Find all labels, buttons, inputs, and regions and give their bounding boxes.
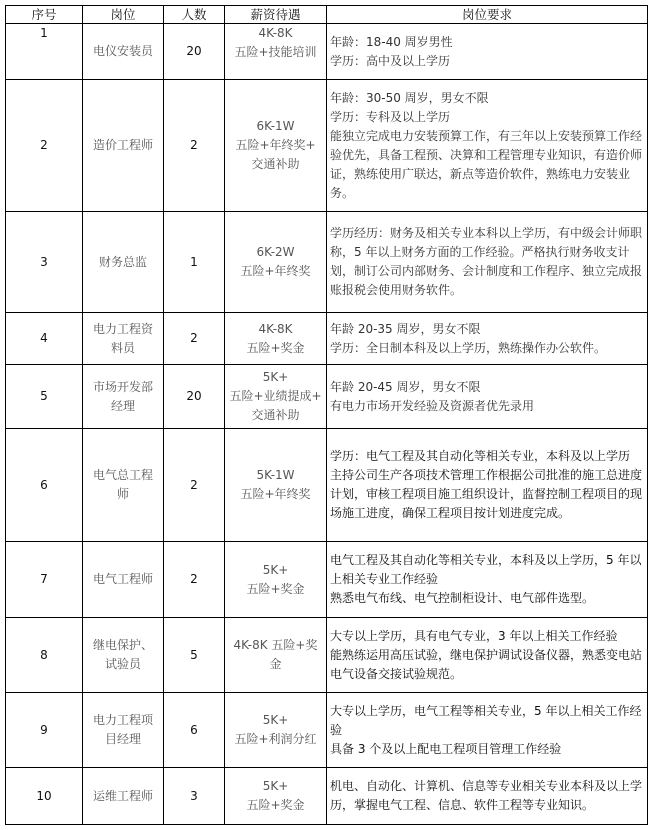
salary-line: 6K-1W	[256, 119, 295, 133]
cell-salary	[225, 365, 327, 429]
salary-line: 4K-8K	[258, 321, 293, 336]
salary-line: 五险+业绩提成+	[229, 389, 322, 403]
requirement-line: 主持公司生产各项技术管理工作根据公司批准的施工总进度计划，审核工程项目施工组织设计，监督控制工程项目的现场施工进度，确保工程项目按计划进度完成。	[330, 468, 643, 520]
cell-count: 20	[164, 24, 225, 80]
salary-line: 4K-8K 五险+奖金	[233, 638, 318, 671]
table-row	[6, 24, 648, 80]
header-position: 岗位	[83, 6, 164, 24]
cell-position: 电气工程师	[83, 542, 164, 618]
cell-count: 2	[164, 542, 225, 618]
cell-requirements	[327, 768, 648, 825]
cell-count: 6	[164, 693, 225, 768]
cell-position: 电力工程项目经理	[83, 693, 164, 768]
requirement-line: 大专以上学历，具有电气专业，3 年以上相关工作经验	[330, 628, 618, 643]
salary-line: 4K-8K	[258, 26, 293, 40]
cell-requirements	[327, 618, 648, 693]
requirement-line: 年龄 20-45 周岁，男女不限	[330, 379, 481, 394]
requirement-line: 能独立完成电力安装预算工作，有三年以上安装预算工作经验优先，具备工程预、决算和工程管理专业知识，有造价师证，熟练使用广联达，新点等造价软件，熟练电力安装业务。	[330, 128, 643, 200]
cell-position: 造价工程师	[83, 80, 164, 212]
header-count: 人数	[164, 6, 225, 24]
cell-no: 8	[6, 618, 83, 693]
cell-salary	[225, 768, 327, 825]
table-row	[6, 313, 648, 365]
salary-line: 五险+奖金	[246, 340, 305, 355]
header-salary: 薪资待遇	[225, 6, 327, 24]
cell-requirements	[327, 542, 648, 618]
table-row	[6, 542, 648, 618]
cell-no: 5	[6, 365, 83, 429]
cell-position: 市场开发部经理	[83, 365, 164, 429]
cell-position: 电力工程资料员	[83, 313, 164, 365]
cell-no: 2	[6, 80, 83, 212]
cell-count: 2	[164, 80, 225, 212]
cell-no: 10	[6, 768, 83, 825]
cell-count: 3	[164, 768, 225, 825]
salary-line: 五险+技能培训	[234, 45, 317, 59]
cell-requirements	[327, 313, 648, 365]
cell-no: 7	[6, 542, 83, 618]
table-row	[6, 618, 648, 693]
requirement-line: 机电、自动化、计算机、信息等专业相关专业本科及以上学历，掌握电气工程、信息、软件工程等专业知识。	[330, 779, 643, 812]
table-row	[6, 80, 648, 212]
requirement-line: 学历：高中及以上学历	[330, 53, 451, 68]
job-listing-table	[5, 5, 648, 825]
table-row	[6, 212, 648, 313]
salary-line: 五险+年终奖	[240, 487, 311, 501]
cell-count: 20	[164, 365, 225, 429]
requirement-line: 学历：电气工程及其自动化等相关专业，本科及以上学历	[330, 449, 631, 463]
requirement-line: 学历：全日制本科及以上学历，熟练操作办公软件。	[330, 340, 607, 355]
cell-count: 2	[164, 313, 225, 365]
requirement-line: 具备 3 个及以上配电工程项目管理工作经验	[330, 741, 562, 756]
cell-salary	[225, 429, 327, 542]
cell-count: 2	[164, 429, 225, 542]
salary-line: 5K+	[262, 562, 289, 577]
cell-count: 5	[164, 618, 225, 693]
requirement-line: 年龄 20-35 周岁，男女不限	[330, 321, 481, 336]
cell-no: 1	[6, 24, 83, 80]
cell-position: 财务总监	[83, 212, 164, 313]
requirement-line: 学历：专科及以上学历	[330, 109, 451, 124]
table-body	[6, 24, 648, 825]
header-row	[6, 6, 648, 24]
cell-salary	[225, 618, 327, 693]
salary-line: 交通补助	[251, 157, 300, 171]
cell-requirements	[327, 212, 648, 313]
cell-no: 6	[6, 429, 83, 542]
requirement-line: 大专以上学历，电气工程等相关专业，5 年以上相关工作经验	[330, 703, 642, 737]
requirement-line: 年龄：30-50 周岁，男女不限	[330, 90, 489, 105]
salary-line: 五险+利润分红	[234, 732, 317, 746]
cell-requirements	[327, 693, 648, 768]
salary-line: 5K+	[262, 779, 289, 793]
cell-salary	[225, 24, 327, 80]
cell-requirements	[327, 80, 648, 212]
requirement-line: 有电力市场开发经验及资源者优先录用	[330, 398, 535, 413]
salary-line: 5K-1W	[256, 468, 295, 482]
cell-salary	[225, 212, 327, 313]
requirement-line: 能熟练运用高压试验，继电保护调试设备仪器，熟悉变电站电气设备交接试验规范。	[330, 647, 643, 681]
header-requirements: 岗位要求	[327, 6, 648, 24]
salary-line: 交通补助	[251, 408, 300, 422]
salary-line: 五险+年终奖	[240, 264, 311, 278]
cell-salary	[225, 542, 327, 618]
table-row	[6, 768, 648, 825]
table-row	[6, 693, 648, 768]
cell-salary	[225, 80, 327, 212]
salary-line: 6K-2W	[256, 245, 295, 259]
cell-no: 3	[6, 212, 83, 313]
requirement-line: 电气工程及其自动化等相关专业，本科及以上学历，5 年以上相关专业工作经验	[330, 553, 642, 586]
requirement-line: 熟悉电气布线、电气控制柜设计、电气部件选型。	[330, 591, 595, 605]
salary-line: 五险+年终奖+	[235, 138, 316, 152]
salary-line: 五险+奖金	[246, 798, 305, 812]
cell-position: 电气总工程师	[83, 429, 164, 542]
salary-line: 5K+	[262, 370, 289, 384]
salary-line: 五险+奖金	[246, 581, 305, 596]
cell-position: 运维工程师	[83, 768, 164, 825]
table-row	[6, 429, 648, 542]
cell-requirements	[327, 365, 648, 429]
requirement-line: 年龄：18-40 周岁男性	[330, 34, 453, 49]
header-no: 序号	[6, 6, 83, 24]
table-row	[6, 365, 648, 429]
cell-position: 继电保护、试验员	[83, 618, 164, 693]
requirement-line: 学历经历：财务及相关专业本科以上学历，有中级会计师职称，5 年以上财务方面的工作经验。严格执行财务收支计划，制订公司内部财务、会计制度和工作程序、独立完成报账报税会使用财务软件。	[330, 226, 643, 297]
cell-no: 9	[6, 693, 83, 768]
salary-line: 5K+	[262, 713, 289, 727]
cell-no: 4	[6, 313, 83, 365]
cell-salary	[225, 693, 327, 768]
cell-count: 1	[164, 212, 225, 313]
cell-requirements	[327, 429, 648, 542]
cell-position: 电仪安装员	[83, 24, 164, 80]
cell-salary	[225, 313, 327, 365]
cell-requirements	[327, 24, 648, 80]
